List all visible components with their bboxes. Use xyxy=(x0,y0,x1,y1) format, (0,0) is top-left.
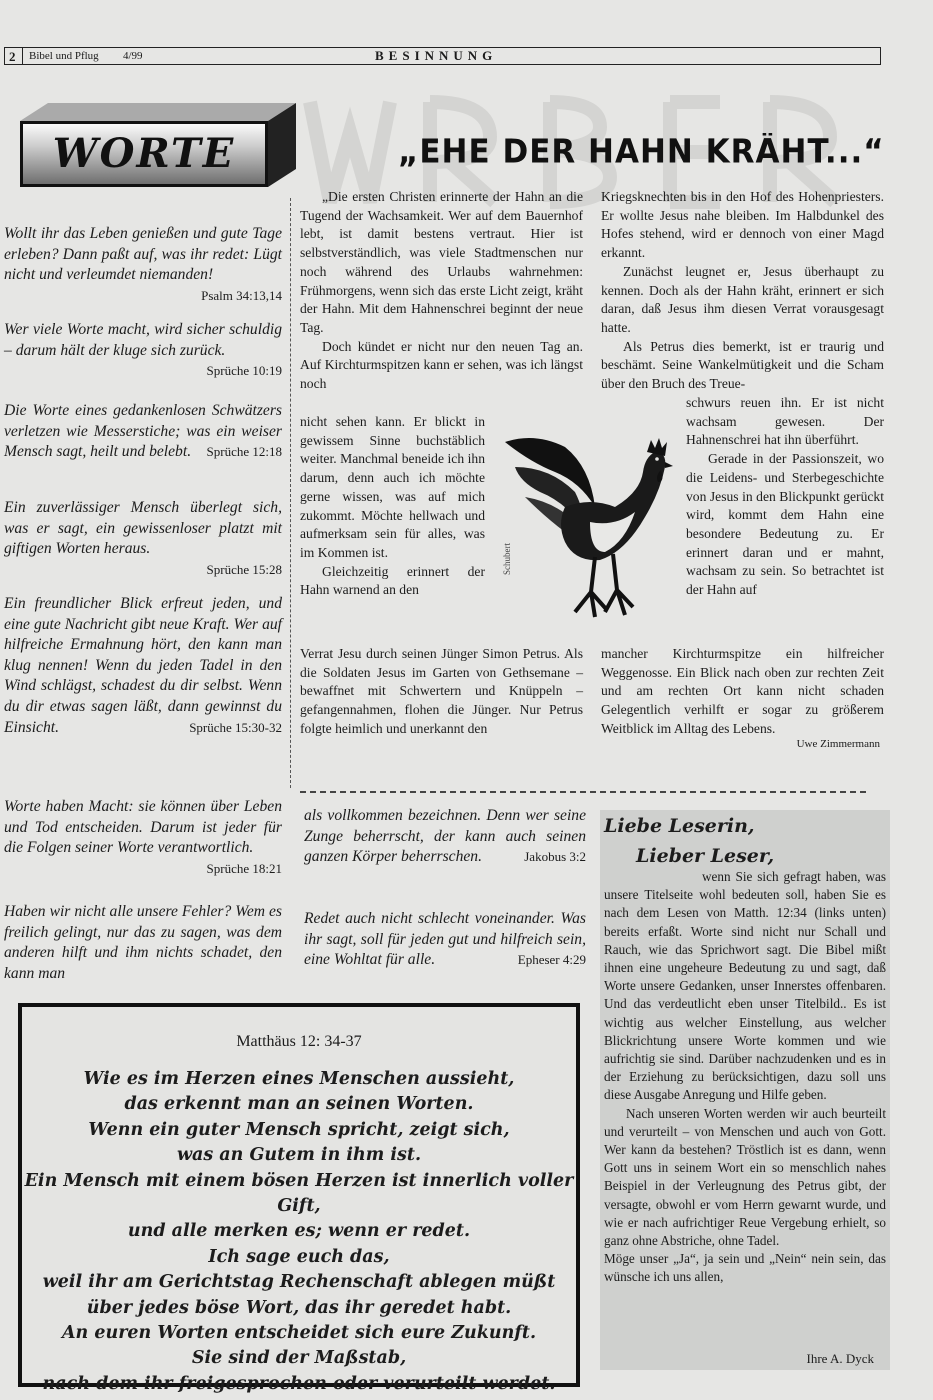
column-divider xyxy=(290,198,291,788)
article-paragraph: schwurs reuen ihn. Er ist nicht wachsam gewesen. Der Hahnenschrei hat ihn überführt. xyxy=(686,395,884,448)
article-paragraph: Verrat Jesu durch seinen Jünger Simon Petrus. Als die Soldaten Jesus im Garten von Gethsemane – bewaffnet mit Schwertern und Knüppeln – gefangennahmen, flohen die Jünger. Nur Petrus folgte heimlich und unerkannt den xyxy=(300,646,583,736)
article-paragraph: Doch kündet er nicht nur den neuen Tag an. Auf Kirchturmspitzen kann er sehen, was ich längst noch xyxy=(300,338,583,392)
scripture-line: was an Gutem in ihm ist. xyxy=(176,1145,422,1166)
issue-number: 4/99 xyxy=(123,50,143,62)
quote-proverbs-18 xyxy=(4,797,282,879)
article-paragraph: Zunächst leugnet er, Jesus überhaupt zu kennen. Doch als der Hahn kräht, erinnert er sich daran, daß Jesus ihm diesen Verrat vorausgesagt hatte. xyxy=(601,263,884,335)
article-headline: „EHE DER HAHN KRÄHT...“ xyxy=(398,133,885,171)
section-divider xyxy=(300,791,866,793)
article-paragraph: nicht sehen kann. Er blickt in gewissem Sinne buchstäblich weiter. Manchmal beneide ich ihn darum, denn auch ich möchte gerne wissen, was auf mich zukommt. Möchte hellwach und aufmerksam sein für alles, was im Kommen ist. xyxy=(300,414,485,560)
article-column-2 xyxy=(601,188,884,394)
quote-reference: Sprüche 15:30-32 xyxy=(189,719,282,735)
quote-proverbs-15-30 xyxy=(4,594,282,738)
letter-greeting: Liebe Leserin, xyxy=(604,815,755,837)
quote-reference: Sprüche 15:28 xyxy=(206,561,282,577)
letter-paragraph: Nach unseren Worten werden wir auch beurteilt und verurteilt – von Menschen und auch von Gott. Wer kann da bestehen? Tröstlich ist es dann, wenn Gott uns in seinem Wort ein so menschlich nahes Beispiel in der Verleugnung des Petrus gibt, der versagte, obwohl er vom Herrn gewarnt wurde, und wie er nach aufrichtiger Reue Vergebung erhielt, so ganz ohne Abstriche, ohne Tadel. xyxy=(604,1105,886,1249)
article-column-2-wrap xyxy=(686,394,884,600)
article-paragraph: Gerade in der Passionszeit, wo die Leidens- und Sterbegeschichte von Jesus in den Blickpunkt gerückt wird, kommt dem Hahn eine besondere Bedeutung zu. Er erinnert daran und er mahnt, wachsam zu sein. So betrachtet ist der Hahn auf xyxy=(686,451,884,598)
scripture-line: über jedes böse Wort, das ihr geredet habt. xyxy=(86,1297,512,1318)
scripture-line: weil ihr am Gerichtstag Rechenschaft ablegen müßt xyxy=(42,1272,556,1293)
letter-paragraph: wenn Sie sich gefragt haben, was unsere Titelseite wohl bedeuten soll, haben Sie es nach dem Lesen von Matth. 12:34 (links unten) bereits erfaßt. Worte sind nicht nur Schall und Rauch, wie das Sprichwort sagt. Die Bibel mißt ihnen eine ungeheure Bedeutung zu und sagt, daß Worte unsere Gedanken, unser Innerstes offenbaren. Und das verdeutlicht eben unser Titelbild.. Es ist wichtig aus welcher Einstellung, aus welcher Blickrichtung unsere Worte kommen und wie aufrichtig sie sind. Darüber nachzudenken und es in der Erziehung zu berücksichtigen, dazu soll uns diese Ausgabe Anregung und Hilfe geben. xyxy=(604,869,886,1103)
author-credit: Uwe Zimmermann xyxy=(796,738,880,750)
letter-greeting: Lieber Leser, xyxy=(636,845,775,867)
quote-text: Die Worte eines gedankenlosen Schwätzers verletzen wie Messerstiche; was ein weiser Mensch sagt, heilt und belebt. xyxy=(4,402,282,461)
scripture-line: das erkennt man an seinen Worten. xyxy=(124,1094,474,1115)
page-number: 2 xyxy=(9,49,16,64)
scripture-line: und alle merken es; wenn er redet. xyxy=(127,1221,471,1242)
scripture-line: Wie es im Herzen eines Menschen aussieht, xyxy=(83,1069,515,1089)
quote-text: Worte haben Macht: sie können über Leben und Tod entscheiden. Darum ist jeder für die Folgen seiner Worte verantwortlich. xyxy=(4,798,282,857)
quote-reference: Psalm 34:13,14 xyxy=(201,287,282,303)
article-paragraph: mancher Kirchturmspitze ein hilfreicher Weggenosse. Ein Blick nach oben zur rechten Zeit und am rechten Ort kann nicht schaden Gelegentlich verhilft er sogar zu größerem Weitblick im Alltag des Lebens. xyxy=(601,646,884,736)
worte-box-top xyxy=(20,103,296,121)
rooster-illustration xyxy=(495,412,675,627)
scripture-title: Matthäus 12: 34-37 xyxy=(236,1033,362,1050)
article-paragraph: „Die ersten Christen erinnerte der Hahn an die Tugend der Wachsamkeit. Wer auf dem Bauernhof lebt, ist damit bestens vertraut. Hier ist selbstverständlich, was viele Stadtmenschen nur noch während des Urlaubs wahrnehmen: Frühmorgens, wenn sich das erste Licht zeigt, kräht der Hahn. Mit dem Hahnenschrei beginnt der neue Tag. xyxy=(300,189,583,335)
article-column-1-wrap xyxy=(300,413,485,600)
publication-name: Bibel und Pflug xyxy=(29,50,99,62)
quote-text: Haben wir nicht alle unsere Fehler? Wem es freilich gelingt, nur das zu sagen, was dem anderen hilft und ihm nichts schadet, den kann man xyxy=(4,903,282,982)
article-paragraph: Als Petrus dies bemerkt, ist er traurig und beschämt. Seine Wankelmütigkeit und die Scham über den Bruch des Treue- xyxy=(601,338,884,392)
scripture-text xyxy=(22,1067,576,1397)
quote-james xyxy=(304,806,586,868)
quote-proverbs-15-28 xyxy=(4,498,282,580)
article-column-1-bottom xyxy=(300,645,583,739)
letter-body xyxy=(604,868,886,1287)
quote-text: als vollkommen bezeichnen. Denn wer seine Zunge beherrscht, der kann auch seinen ganzen Körper beherrschen. xyxy=(304,807,586,866)
scripture-line: Ich sage euch das, xyxy=(208,1246,390,1267)
scripture-line: Ein Mensch mit einem bösen Herzen ist innerlich voller Gift, xyxy=(24,1170,574,1217)
scripture-line: Wenn ein guter Mensch spricht, zeigt sich, xyxy=(88,1119,510,1140)
quote-text: Ein freundlicher Blick erfreut jeden, und eine gute Nachricht gibt neue Kraft. Wer auf hilfreiche Ermahnung hört, den kann man klug nennen! Wenn du jeden Tadel in den Wind schlägst, schadest du dir selbst. Wenn du dir etwas sagen läßt, dann gewinnst du Einsicht. xyxy=(4,595,282,736)
quote-proverbs-10 xyxy=(4,320,282,382)
article-paragraph: Gleichzeitig erinnert der Hahn warnend an den xyxy=(300,563,485,598)
scripture-line: nach dem ihr freigesprochen oder verurteilt werdet. xyxy=(42,1373,556,1394)
quote-psalm xyxy=(4,224,282,306)
worte-logo xyxy=(20,103,296,193)
quote-reference: Sprüche 10:19 xyxy=(206,363,282,379)
quote-james-start xyxy=(4,902,282,984)
scripture-line: Sie sind der Maßstab, xyxy=(191,1348,407,1369)
page-header xyxy=(4,47,881,65)
quote-text: Wollt ihr das Leben genießen und gute Tage erleben? Dann paßt auf, was ihr redet: Lügt nicht und verleumdet niemanden! xyxy=(4,225,282,284)
quote-reference: Sprüche 12:18 xyxy=(206,444,282,460)
header-divider xyxy=(22,48,23,64)
scripture-line: An euren Worten entscheidet sich eure Zukunft. xyxy=(61,1323,537,1344)
quote-reference: Epheser 4:29 xyxy=(517,952,586,968)
article-paragraph: Kriegsknechten bis in den Hof des Hohenpriesters. Er wollte Jesus nahe bleiben. Im Halbdunkel des Hofes stehend, wird er dennoch von einer Magd erkannt. xyxy=(601,189,884,261)
article-column-2-bottom xyxy=(601,645,884,739)
quote-ephesians xyxy=(304,909,586,971)
letter-signature: Ihre A. Dyck xyxy=(806,1351,874,1366)
article-column-1 xyxy=(300,188,583,394)
quote-text: Ein zuverlässiger Mensch überlegt sich, was er sagt, ein gewissenloser platzt mit giftigen Worten heraus. xyxy=(4,499,282,558)
worte-title: WORTE xyxy=(52,130,236,177)
quote-reference: Sprüche 18:21 xyxy=(206,860,282,876)
section-title: BESINNUNG xyxy=(375,48,498,63)
letter-paragraph: Möge unser „Ja“, ja sein und „Nein“ nein sein, das wünsche ich uns allen, xyxy=(604,1251,886,1285)
quote-text: Wer viele Worte macht, wird sicher schuldig – darum hält der kluge sich zurück. xyxy=(4,321,282,359)
quote-text: Redet auch nicht schlecht voneinander. Was ihr sagt, soll für jeden gut und hilfreich sein, eine Wohltat für alle. xyxy=(304,910,586,969)
quote-proverbs-12 xyxy=(4,401,282,463)
illustrator-credit: Schubert xyxy=(502,543,512,575)
quote-reference: Jakobus 3:2 xyxy=(524,849,586,865)
scripture-box xyxy=(18,1003,580,1394)
